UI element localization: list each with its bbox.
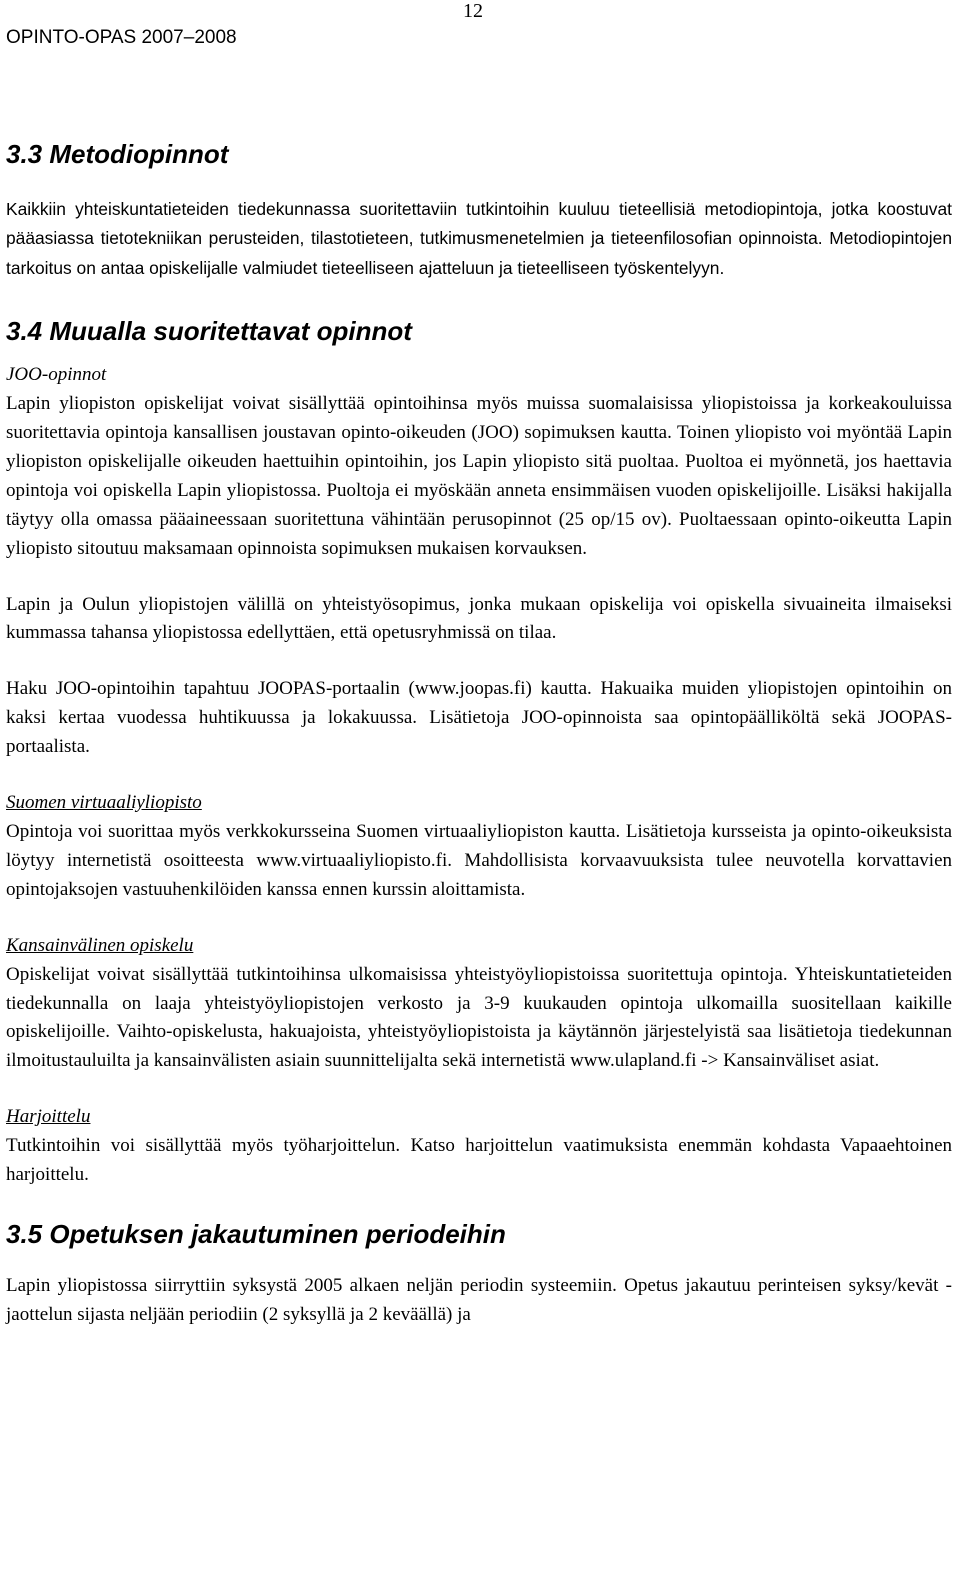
internship-paragraph: Tutkintoihin voi sisällyttää myös työharjoittelun. Katso harjoittelun vaatimuksista enemmän kohdasta Vapaaehtoinen harjoittelu. xyxy=(6,1135,952,1186)
internship-subtitle: Harjoittelu xyxy=(6,1106,91,1128)
virtual-university-subtitle: Suomen virtuaaliyliopisto xyxy=(6,792,202,814)
joo-subtitle: JOO-opinnot xyxy=(6,364,107,386)
metodiopinnot-paragraph: Kaikkiin yhteiskuntatieteiden tiedekunnassa suoritettaviin tutkintoihin kuuluu tieteellisiä metodiopintoja, jotka koostuvat pääasiassa tietotekniikan perusteiden, tilastotieteen, tutkimusmenetelmien ja tieteenfilosofian opinnoista. Metodiopintojen tarkoitus on antaa opiskelijalle valmiudet tieteelliseen ajatteluun ja tieteelliseen työskentelyyn. xyxy=(6,199,952,278)
section-title-3-3: 3.3 Metodiopinnot xyxy=(6,139,229,169)
section-periods xyxy=(6,1218,952,1330)
international-study-subtitle: Kansainvälinen opiskelu xyxy=(6,934,194,956)
periods-paragraph: Lapin yliopistossa siirryttiin syksystä 2005 alkaen neljän periodin systeemiin. Opetus jakautuu perinteisen syksy/kevät -jaottelun sijasta neljään periodiin (2 syksyllä ja 2 keväällä) ja xyxy=(6,1274,952,1325)
page-content xyxy=(6,138,952,1330)
international-study-paragraph: Opiskelijat voivat sisällyttää tutkintoihinsa ulkomaisissa yhteistyöyliopistoissa suoritettuja opintoja. Yhteiskuntatieteiden tiedekunnalla on laaja yhteistyöyliopistojen verkosto ja 3-9 kuukauden opintoja ulkomailla suositellaan kaikille opiskelijoille. Vaihto-opiskelusta, hakuajoista, yhteistyöyliopistoista ja käytännön järjestelyistä saa lisätietoja tiedekunnan ilmoitustauluilta ja kansainvälisten asiain suunnittelijalta sekä internetistä www.ulapland.fi -> Kansainväliset asiat. xyxy=(6,963,952,1072)
section-title-3-4: 3.4 Muualla suoritettavat opinnot xyxy=(6,316,412,347)
page-number: 12 xyxy=(463,0,483,22)
joo-paragraph-1: Lapin yliopiston opiskelijat voivat sisällyttää opintoihinsa myös muissa suomalaisissa yliopistoissa ja korkeakouluissa suoritettavia opintoja kansallisen joustavan opinto-oikeuden (JOO) sopimuksen kautta. Toinen yliopisto voi myöntää Lapin yliopiston opiskelijalle oikeuden haettuihin opintoihin, jos Lapin yliopisto sitä puoltaa. Puoltoa ei myönnetä, jos haettavia opintoja voi opiskella Lapin yliopistossa. Puoltoja ei myöskään anneta ensimmäisen vuoden opiskelijoille. Lisäksi hakijalla täytyy olla omassa pääaineessaan suoritettuna vähintään perusopinnot (25 op/15 ov). Puoltaessaan opinto-oikeutta Lapin yliopisto sitoutuu maksamaan opinnoista sopimuksen mukaisen korvauksen. xyxy=(6,393,952,559)
joo-paragraph-2: Lapin ja Oulun yliopistojen välillä on yhteistyösopimus, jonka mukaan opiskelija voi opiskella sivuaineita ilmaiseksi kummassa tahansa yliopistossa edellyttäen, että opetusryhmissä on tilaa. xyxy=(6,593,952,644)
virtual-university-paragraph: Opintoja voi suorittaa myös verkkokursseina Suomen virtuaaliyliopiston kautta. Lisätietoja kursseista ja opinto-oikeuksista löytyy internetistä osoitteesta www.virtuaaliyliopisto.fi. Mahdollisista korvaavuuksista tulee neuvotella korvattavien opintojaksojen vastuuhenkilöiden kanssa ennen kurssin aloittamista. xyxy=(6,821,952,900)
joo-paragraph-3: Haku JOO-opintoihin tapahtuu JOOPAS-portaalin (www.joopas.fi) kautta. Hakuaika muiden yliopistojen opintoihin on kaksi kertaa vuodessa huhtikuussa ja lokakuussa. Lisätietoja JOO-opinnoista saa opintopäälliköltä sekä JOOPAS-portaalista. xyxy=(6,678,952,758)
section-metodiopinnot xyxy=(6,138,952,283)
running-header: OPINTO-OPAS 2007–2008 xyxy=(6,27,237,48)
section-title-3-5: 3.5 Opetuksen jakautuminen periodeihin xyxy=(6,1218,506,1249)
section-muualla-suoritettavat xyxy=(6,315,952,1190)
